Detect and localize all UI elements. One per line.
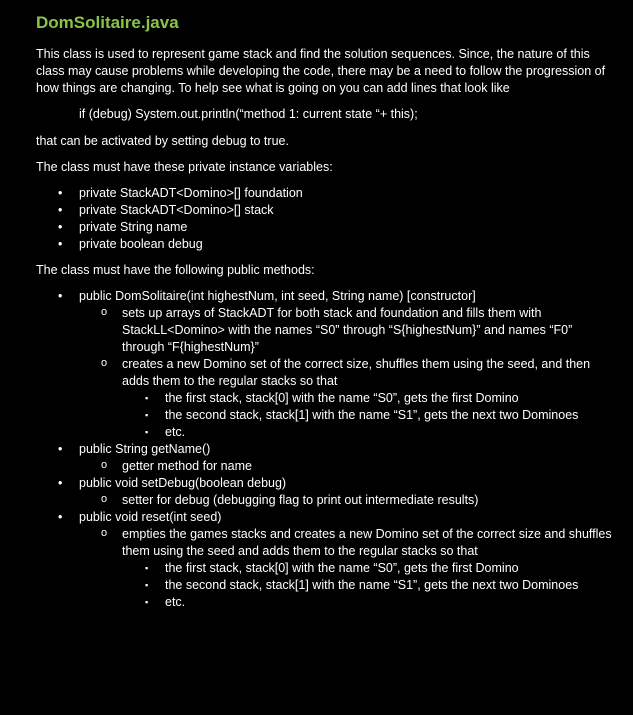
list-item: • private StackADT<Domino>[] stack xyxy=(36,202,615,219)
detail-item xyxy=(79,526,615,611)
list-item: • private boolean debug xyxy=(36,236,615,253)
sub-details xyxy=(122,560,615,611)
list-item: • private StackADT<Domino>[] foundation xyxy=(36,185,615,202)
variables-heading: The class must have these private instance variables: xyxy=(36,160,333,174)
methods-heading: The class must have the following public methods: xyxy=(36,263,315,277)
list-item: • private String name xyxy=(36,219,615,236)
sub-details xyxy=(122,390,615,441)
sub-detail-item: ▪ etc. xyxy=(122,594,615,611)
detail-text: empties the games stacks and creates a new Domino set of the correct size and shuffles them using the seed and adds them to the regular stacks so that xyxy=(122,527,612,558)
sub-detail-item: ▪ the second stack, stack[1] with the name “S1”, gets the next two Dominoes xyxy=(122,577,615,594)
code-example: if (debug) System.out.println(“method 1: current state “+ this); xyxy=(79,107,418,121)
methods-list xyxy=(36,288,615,611)
after-code-paragraph: that can be activated by setting debug to true. xyxy=(36,134,289,148)
detail-item: o getter method for name xyxy=(79,458,615,475)
detail-item xyxy=(79,356,615,441)
method-details xyxy=(79,458,615,475)
variables-list xyxy=(36,185,615,253)
method-signature: public String getName() xyxy=(79,442,211,456)
sub-detail-item: ▪ etc. xyxy=(122,424,615,441)
sub-detail-item: ▪ the first stack, stack[0] with the name “S0”, gets the first Domino xyxy=(122,390,615,407)
method-signature: public void reset(int seed) xyxy=(79,510,222,524)
method-signature: public void setDebug(boolean debug) xyxy=(79,476,287,490)
intro-paragraph: This class is used to represent game stack and find the solution sequences. Since, the nature of this class may cause problems while developing the code, there may be a need to follow the progression of how things are changing. To help see what is going on you can add lines that look like xyxy=(36,47,606,95)
method-details xyxy=(79,526,615,611)
sub-detail-item: ▪ the second stack, stack[1] with the name “S1”, gets the next two Dominoes xyxy=(122,407,615,424)
sub-detail-item: ▪ the first stack, stack[0] with the name “S0”, gets the first Domino xyxy=(122,560,615,577)
method-item xyxy=(36,509,615,611)
method-details xyxy=(79,492,615,509)
method-item xyxy=(36,441,615,475)
method-item xyxy=(36,475,615,509)
detail-text: creates a new Domino set of the correct size, shuffles them using the seed, and then adds them to the regular stacks so that xyxy=(122,357,591,388)
detail-item: o sets up arrays of StackADT for both stack and foundation and fills them with StackLL<Domino> with the names “S0” through “S{highestNum}” and names “F0” through “F{highestNum}” xyxy=(79,305,615,356)
method-signature: public DomSolitaire(int highestNum, int seed, String name) [constructor] xyxy=(79,289,476,303)
method-details xyxy=(79,305,615,441)
detail-item: o setter for debug (debugging flag to print out intermediate results) xyxy=(79,492,615,509)
document-title: DomSolitaire.java xyxy=(36,13,179,32)
method-item xyxy=(36,288,615,441)
